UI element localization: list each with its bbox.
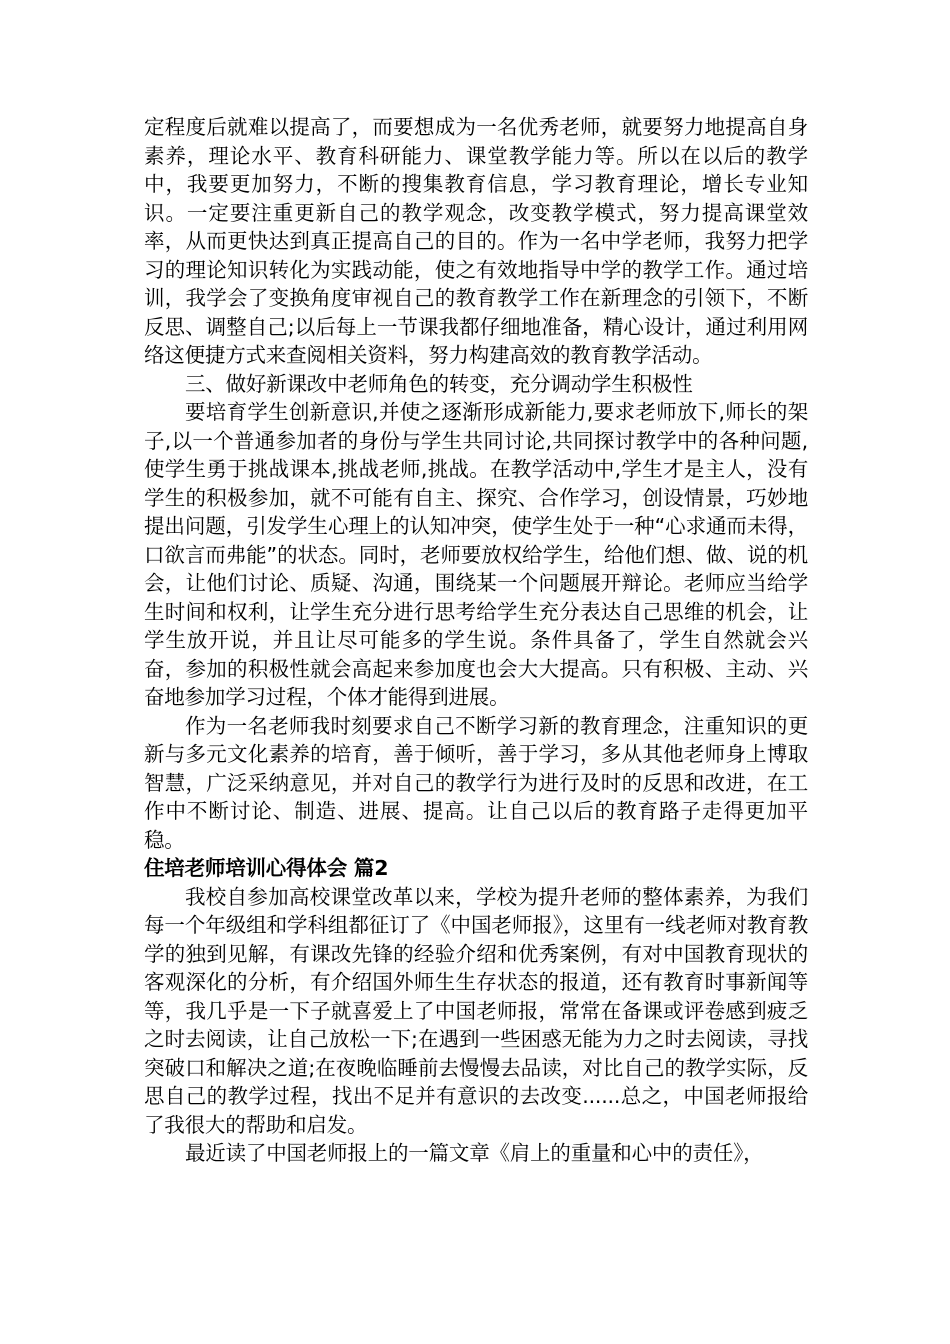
paragraph-teacher-learning: 作为一名老师我时刻要求自己不断学习新的教育理念，注重知识的更新与多元文化素养的培育，善于倾听，善于学习，多从其他老师身上博取智慧，广泛采纳意见，并对自己的教学行为进行及时的反思和改进，在工作中不断讨论、制造、进展、提高。让自己以后的教育路子走得更加平稳。 [144,713,808,852]
paragraph-student-initiative: 要培育学生创新意识,并使之逐渐形成新能力,要求老师放下,师长的架子,以一个普通参加者的身份与学生共同讨论,共同探讨教学中的各种问题,使学生勇于挑战课本,挑战老师,挑战。在教学活动中,学生才是主人，没有学生的积极参加，就不可能有自主、探究、合作学习，创设情景，巧妙地提出问题，引发学生心理上的认知冲突，使学生处于一种“心求通而未得，口欲言而弗能”的状态。同时，老师要放权给学生，给他们想、做、说的机会，让他们讨论、质疑、沟通，围绕某一个问题展开辩论。老师应当给学生时间和权利，让学生充分进行思考给学生充分表达自己思维的机会，让学生放开说，并且让尽可能多的学生说。条件具备了，学生自然就会兴奋，参加的积极性就会高起来参加度也会大大提高。只有积极、主动、兴奋地参加学习过程，个体才能得到进展。 [144,400,808,709]
paragraph-article-mention: 最近读了中国老师报上的一篇文章《肩上的重量和心中的责任》， [185,1141,764,1165]
paragraph-newspaper-reading: 我校自参加高校课堂改革以来，学校为提升老师的整体素养，为我们每一个年级组和学科组都征订了《中国老师报》，这里有一线老师对教育教学的独到见解，有课改先锋的经验介绍和优秀案例，有对中国教育现状的客观深化的分析，有介绍国外师生生存状态的报道，还有教育时事新闻等等，我几乎是一下子就喜爱上了中国老师报，常常在备课或评卷感到疲乏之时去阅读，让自己放松一下;在遇到一些困惑无能为力之时去阅读，寻找突破口和解决之道;在夜晚临睡前去慢慢去品读，对比自己的教学实际，反思自己的教学过程，找出不足并有意识的去改变......总之，中国老师报给了我很大的帮助和启发。 [144,884,808,1137]
document-body [144,113,808,1168]
section-subheading: 三、做好新课改中老师角色的转变，充分调动学生积极性 [185,371,693,396]
paragraph-continuation: 定程度后就难以提高了，而要想成为一名优秀老师，就要努力地提高自身素养，理论水平、教育科研能力、课堂教学能力等。所以在以后的教学中，我要更加努力，不断的搜集教育信息，学习教育理论，增长专业知识。一定要注重更新自己的教学观念，改变教学模式，努力提高课堂效率，从而更快达到真正提高自己的目的。作为一名中学老师，我努力把学习的理论知识转化为实践动能，使之有效地指导中学的教学工作。通过培训，我学会了变换角度审视自己的教育教学工作在新理念的引领下，不断反思、调整自己;以后每上一节课我都仔细地准备，精心设计，通过利用网络这便捷方式来查阅相关资料，努力构建高效的教育教学活动。 [144,115,808,367]
article-heading: 住培老师培训心得体会 篇2 [144,856,389,880]
